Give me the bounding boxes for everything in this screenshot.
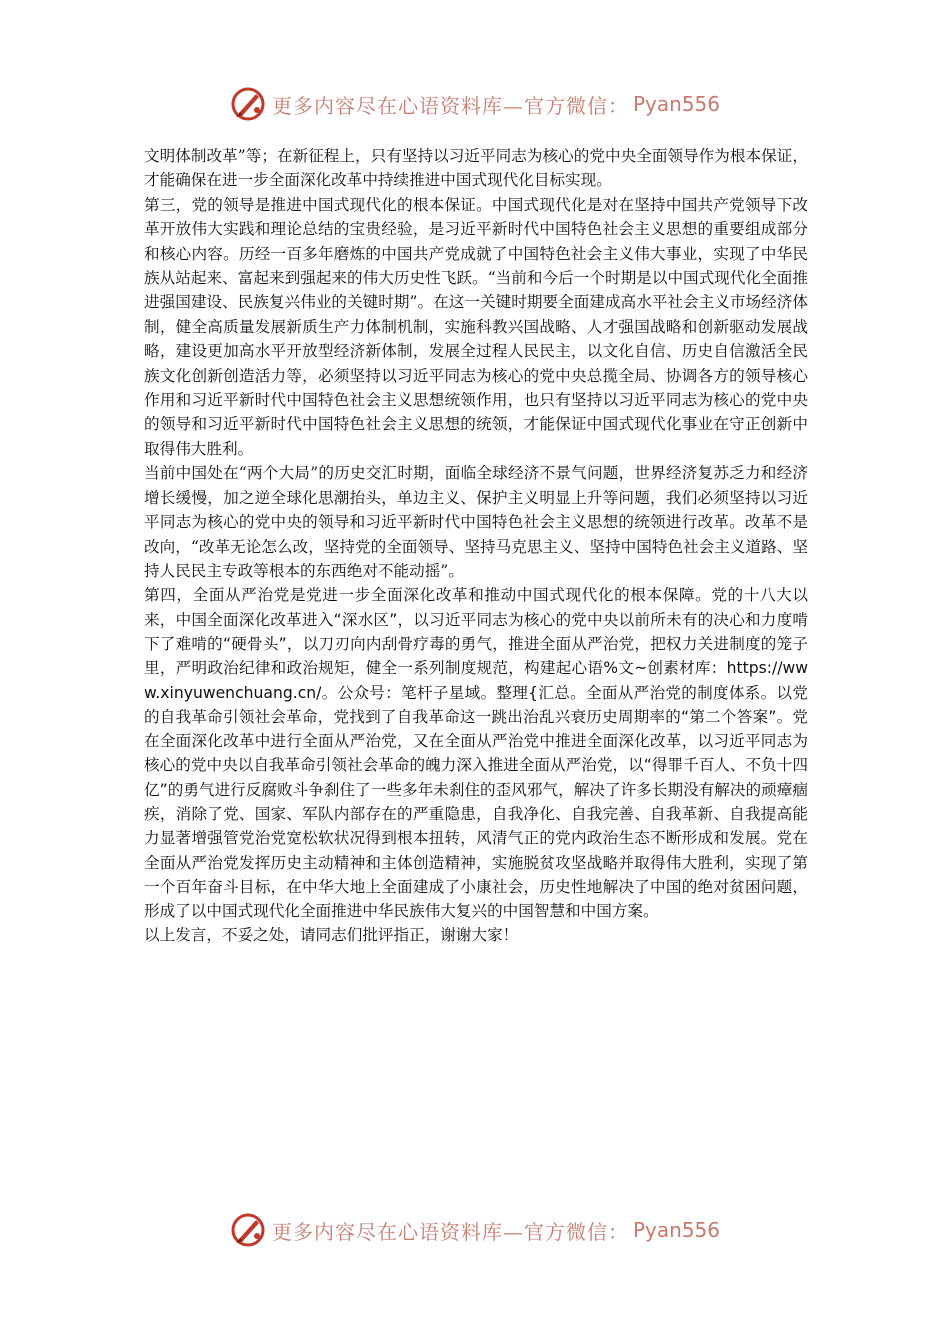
banner-text: 更多内容尽在心语资料库—官方微信： [271, 1219, 629, 1244]
paragraph-point-four: 第四，全面从严治党是党进一步全面深化改革和推动中国式现代化的根本保障。党的十八大以来，中国全面深化改革进入“深水区”，以习近平同志为核心的党中央以前所未有的决心和力度啃下了难啃的“硬骨头”，以刀刃向内刮骨疗毒的勇气，推进全面从严治党，把权力关进制度的笼子里，严明政治纪律和政治规矩，健全一系列制度规范，构建起心语%文~创素材库：https://www.xinyuwenchuang.cn/。公众号：笔杆子星域。整理{汇总。全面从严治党的制度体系。以党的自我革命引领社会革命，党找到了自我革命这一跳出治乱兴衰历史周期率的“第二个答案”。党在全面深化改革中进行全面从严治党，又在全面从严治党中推进全面深化改革，以习近平同志为核心的党中央以自我革命引领社会革命的魄力深入推进全面从严治党，以“得罪千百人、不负十四亿”的勇气进行反腐败斗争刹住了一些多年未刹住的歪风邪气，解决了许多长期没有解决的顽瘴痼疾，消除了党、国家、军队内部存在的严重隐患，自我净化、自我完善、自我革新、自我提高能力显著增强管党治党宽松软状况得到根本扭转，风清气正的党内政治生态不断形成和发展。党在全面从严治党发挥历史主动精神和主体创造精神，实施脱贫攻坚战略并取得伟大胜利，实现了第一个百年奋斗目标，在中华大地上全面建成了小康社会，历史性地解决了中国的绝对贫困问题，形成了以中国式现代化全面推进中华民族伟大复兴的中国智慧和中国方案。 [144, 586, 808, 921]
banner-wechat-handle: Pyan556 [632, 92, 720, 116]
paragraph-continuation: 文明体制改革”等；在新征程上，只有坚持以习近平同志为核心的党中央全面领导作为根本保证，才能确保在进一步全面深化改革中持续推进中国式现代化目标实现。 [144, 147, 808, 190]
banner-wechat-handle: Pyan556 [632, 1218, 720, 1242]
paragraph-point-three: 第三，党的领导是推进中国式现代化的根本保证。中国式现代化是对在坚持中国共产党领导下改革开放伟大实践和理论总结的宝贵经验，是习近平新时代中国特色社会主义思想的重要组成部分和核心内容。历经一百多年磨炼的中国共产党成就了中国特色社会主义伟大事业，实现了中华民族从站起来、富起来到强起来的伟大历史性飞跃。“当前和今后一个时期是以中国式现代化全面推进强国建设、民族复兴伟业的关键时期”。在这一关键时期要全面建成高水平社会主义市场经济体制，健全高质量发展新质生产力体制机制，实施科教兴国战略、人才强国战略和创新驱动发展战略，建设更加高水平开放型经济新体制，发展全过程人民民主，以文化自信、历史自信激活全民族文化创新创造活力等，必须坚持以习近平同志为核心的党中央总揽全局、协调各方的领导核心作用和习近平新时代中国特色社会主义思想统领作用，也只有坚持以习近平同志为核心的党中央的领导和习近平新时代中国特色社会主义思想的统领，才能保证中国式现代化事业在守正创新中取得伟大胜利。 [144, 195, 808, 458]
document-body [144, 144, 808, 948]
banner-text: 更多内容尽在心语资料库—官方微信： [271, 93, 629, 118]
paragraph-two-overall-situations: 当前中国处在“两个大局”的历史交汇时期，面临全球经济不景气问题，世界经济复苏乏力和经济增长缓慢，加之逆全球化思潮抬头，单边主义、保护主义明显上升等问题，我们必须坚持以习近平同志为核心的党中央的领导和习近平新时代中国特色社会主义思想的统领进行改革。改革不是改向，“改革无论怎么改，坚持党的全面领导、坚持马克思主义、坚持中国特色社会主义道路、坚持人民民主专政等根本的东西绝对不能动摇”。 [144, 464, 808, 580]
footer-banner [0, 1210, 950, 1250]
pen-brush-logo-icon [230, 86, 266, 122]
paragraph-closing: 以上发言，不妥之处，请同志们批评指正，谢谢大家！ [144, 926, 519, 945]
pen-brush-logo-icon [230, 1212, 266, 1248]
header-banner [0, 84, 950, 124]
